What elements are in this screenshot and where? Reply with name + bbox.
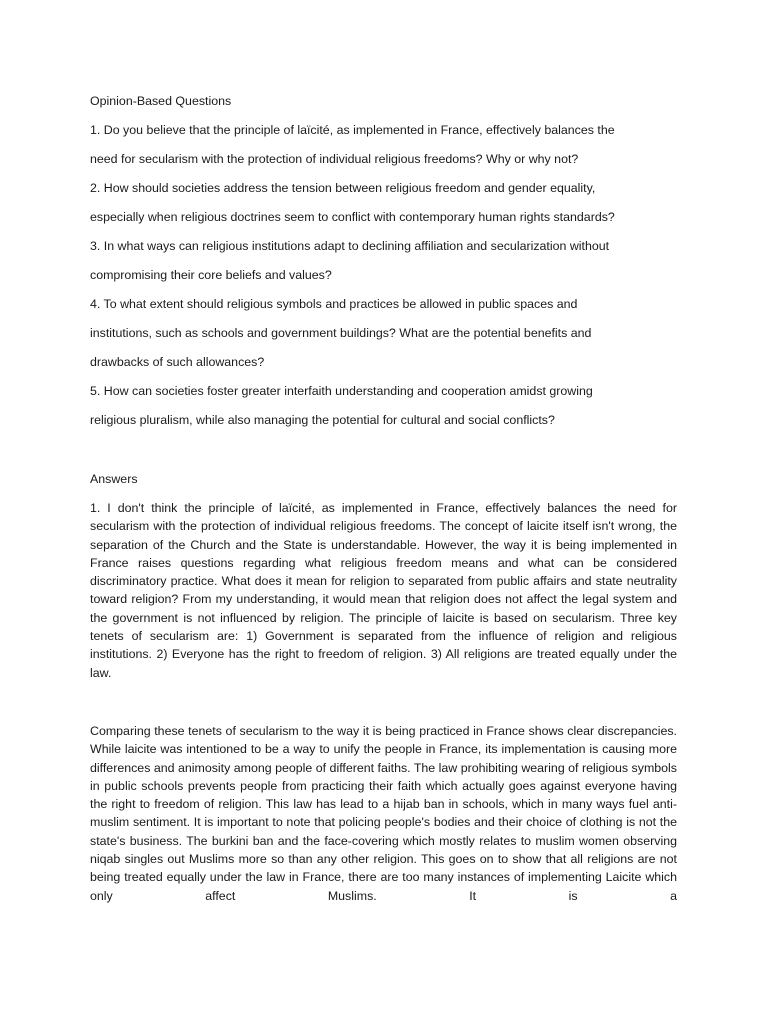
question-line: 3. In what ways can religious institutions adapt to declining affiliation and secularization without (90, 239, 610, 253)
question-line: need for secularism with the protection of individual religious freedoms? Why or why not? (90, 152, 579, 166)
question-line: compromising their core beliefs and values? (90, 268, 332, 282)
question-line: 1. Do you believe that the principle of laïcité, as implemented in France, effectively balances the (90, 123, 615, 137)
answers-heading: Answers (90, 472, 138, 486)
question-line: 4. To what extent should religious symbols and practices be allowed in public spaces and (90, 297, 578, 311)
answer-paragraph: Comparing these tenets of secularism to the way it is being practiced in France shows clear discrepancies. While laicite was intentioned to be a way to unify the people in France, its implementation is causing more differences and animosity among people of different faiths. The law prohibiting wearing of religious symbols in public schools prevents people from practicing their faith which actually goes against everyone having the right to freedom of religion. This law has lead to a hijab ban in schools, which in many ways fuel anti-muslim sentiment. It is important to note that policing people's bodies and their choice of clothing is not the state's business. The burkini ban and the face-covering which mostly relates to muslim women observing niqab singles out Muslims more so than any other religion. This goes on to show that all religions are not being treated equally under the law in France, there are too many instances of implementing Laicite which only affect Muslims. It is a (90, 723, 677, 903)
questions-list (90, 121, 677, 429)
questions-heading: Opinion-Based Questions (90, 94, 232, 108)
question-line: 5. How can societies foster greater interfaith understanding and cooperation amidst growing (90, 384, 593, 398)
document-body (90, 92, 677, 905)
question-line: especially when religious doctrines seem to conflict with contemporary human rights standards? (90, 210, 615, 224)
question-line: drawbacks of such allowances? (90, 355, 265, 369)
answer-paragraph: 1. I don't think the principle of laïcité, as implemented in France, effectively balances the need for secularism with the protection of individual religious freedoms. The concept of laicite itself isn't wrong, the separation of the Church and the State is understandable. However, the way it is being implemented in France raises questions regarding what religious freedom means and what can be considered discriminatory practice. What does it mean for religion to separated from public affairs and state neutrality toward religion? From my understanding, it would mean that religion does not affect the legal system and the government is not influenced by religion. The principle of laicite is based on secularism. Three key tenets of secularism are: 1) Government is separated from the influence of religion and religious institutions. 2) Everyone has the right to freedom of religion. 3) All religions are treated equally under the law. (90, 501, 677, 680)
question-line: 2. How should societies address the tension between religious freedom and gender equality, (90, 181, 596, 195)
question-line: religious pluralism, while also managing the potential for cultural and social conflicts? (90, 413, 555, 427)
question-line: institutions, such as schools and government buildings? What are the potential benefits and (90, 326, 592, 340)
